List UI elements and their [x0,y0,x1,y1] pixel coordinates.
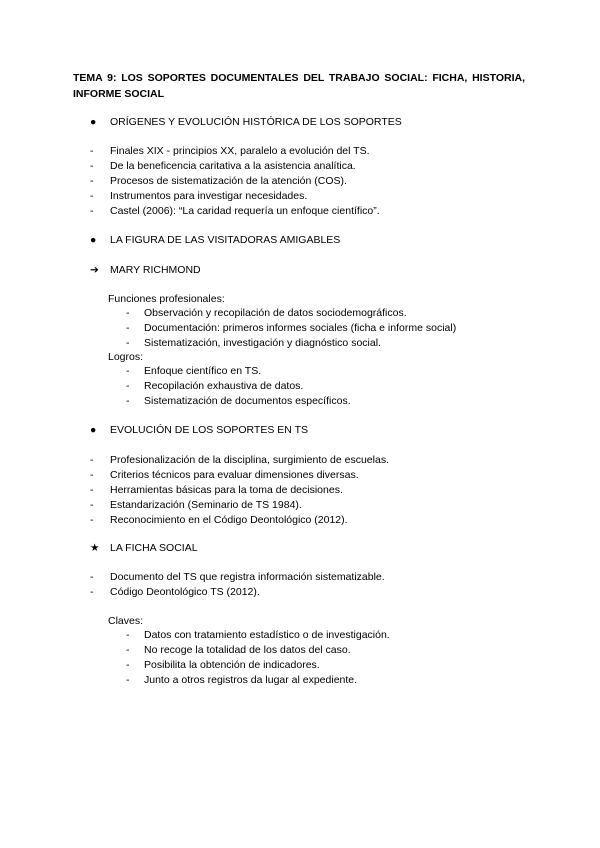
claves-list [126,628,390,688]
list-item: - Herramientas básicas para la toma de decisiones. [90,484,343,496]
list-item: - De la beneficencia caritativa a la asistencia analítica. [90,160,356,172]
list-item: - Sistematización de documentos específicos. [126,395,351,407]
list-item: - Estandarización (Seminario de TS 1984). [90,499,302,511]
list-item: - Documentación: primeros informes sociales (ficha e informe social) [126,322,457,334]
section-heading-visitadoras [90,233,340,248]
list-item: - Código Deontológico TS (2012). [90,586,260,598]
section-heading-evolucion [90,423,308,438]
document-title: TEMA 9: LOS SOPORTES DOCUMENTALES DEL TRABAJO SOCIAL: FICHA, HISTORIA, INFORME SOCIAL [73,72,525,100]
origenes-list [90,144,380,219]
evolucion-list [90,453,389,528]
bullet-marker: ● [90,424,97,436]
section-heading-mary-richmond [90,263,201,278]
list-item: - Enfoque científico en TS. [126,365,262,377]
logros-label: Logros: [108,351,144,363]
list-item: - Reconocimiento en el Código Deontológico (2012). [90,514,348,526]
bullet-marker: ● [90,234,97,246]
list-item: - Datos con tratamiento estadístico o de investigación. [126,629,390,641]
section-heading-text: MARY RICHMOND [110,264,201,276]
section-heading-text: LA FIGURA DE LAS VISITADORAS AMIGABLES [110,234,341,246]
list-item: - Criterios técnicos para evaluar dimensiones diversas. [90,469,359,481]
list-item: - Profesionalización de la disciplina, surgimiento de escuelas. [90,454,389,466]
list-item: - Documento del TS que registra información sistematizable. [90,571,385,583]
section-heading-origenes [90,115,402,130]
funciones-list [126,306,456,351]
section-heading-text: LA FICHA SOCIAL [110,542,198,554]
list-item: - Observación y recopilación de datos sociodemográficos. [126,307,407,319]
list-item: - Sistematización, investigación y diagnóstico social. [126,337,381,349]
arrow-marker: ➔ [90,264,99,276]
list-item: - Castel (2006): “La caridad requería un enfoque científico”. [90,205,380,217]
list-item: - Posibilita la obtención de indicadores. [126,659,320,671]
list-item: - Finales XIX - principios XX, paralelo a evolución del TS. [90,145,370,157]
bullet-marker: ● [90,116,97,128]
list-item: - Procesos de sistematización de la atención (COS). [90,175,347,187]
list-item: - Junto a otros registros da lugar al expediente. [126,674,358,686]
section-heading-ficha-social [90,541,198,556]
list-item: - Recopilación exhaustiva de datos. [126,380,304,392]
logros-list [126,364,351,409]
list-item: - No recoge la totalidad de los datos del caso. [126,644,351,656]
list-item: - Instrumentos para investigar necesidades. [90,190,308,202]
funciones-label: Funciones profesionales: [108,293,225,305]
star-marker: ★ [90,542,100,554]
ficha-social-list [90,570,385,600]
section-heading-text: EVOLUCIÓN DE LOS SOPORTES EN TS [110,424,308,436]
section-heading-text: ORÍGENES Y EVOLUCIÓN HISTÓRICA DE LOS SOPORTES [110,116,402,128]
claves-label: Claves: [108,615,144,627]
